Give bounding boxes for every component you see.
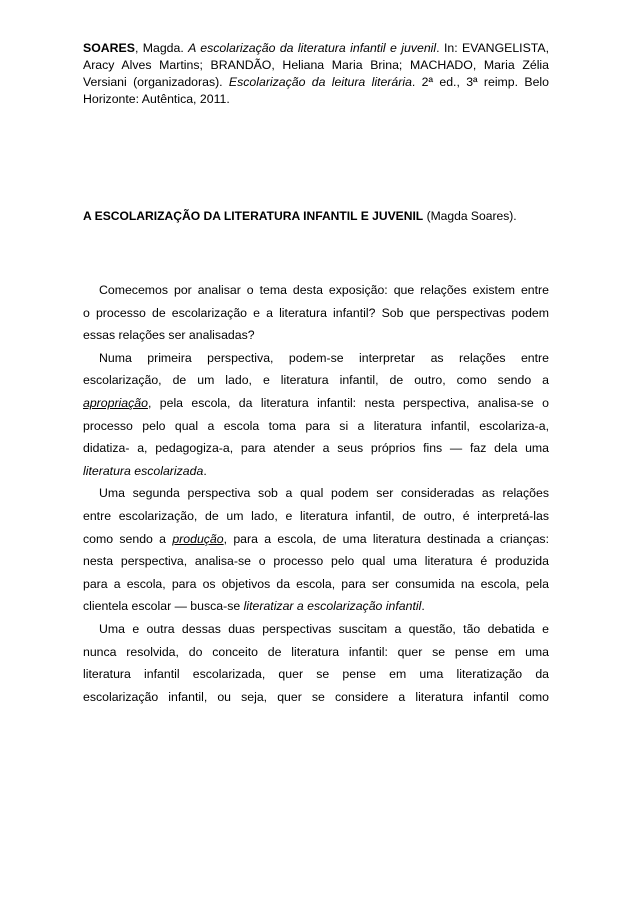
text-line (83, 505, 549, 528)
body-text (83, 279, 549, 708)
author-name: , Magda. (134, 41, 189, 55)
line-text: Numa primeira perspectiva, podem-se interpretar as relações entre (99, 350, 549, 365)
line-text: , pela escola, da literatura infantil: nesta perspectiva, analisa-se o (147, 395, 549, 410)
emphasis-literatura-escolarizada: literatura escolarizada (83, 463, 204, 478)
line-text: Uma segunda perspectiva sob a qual podem ser consideradas as relações (99, 486, 549, 501)
line-text: entre escolarização, de um lado, e literatura infantil, de outro, é interpretá-las (83, 508, 549, 523)
author-surname: SOARES (83, 41, 135, 55)
emphasis-apropriacao: apropriação (83, 395, 148, 410)
line-text: o processo de escolarização e a literatura infantil? Sob que perspectivas podem (83, 305, 549, 320)
text-line (83, 686, 549, 709)
emphasis-producao: produção (172, 531, 224, 546)
emphasis-literatizar: literatizar a escolarização infantil (243, 599, 422, 614)
text-line (83, 369, 549, 392)
citation-editors: . In: EVANGELISTA, Aracy Alves Martins; BRANDÃO, Heliana Maria Brina; MACHADO, Maria Zélia Versiani (organizadoras). (83, 41, 550, 89)
text-line (83, 663, 549, 686)
paragraph-2 (83, 347, 549, 483)
text-line (83, 392, 549, 415)
text-line (83, 550, 549, 573)
line-text: Comecemos por analisar o tema desta exposição: que relações existem entre (99, 283, 549, 297)
text-line (83, 595, 549, 618)
text-line (83, 437, 549, 460)
text-line (83, 302, 549, 325)
heading-author: (Magda Soares). (423, 209, 517, 223)
line-text: processo pelo qual a escola toma para si a literatura infantil, escolariza-a, (83, 418, 549, 433)
line-text: didatiza- a, pedagogiza-a, para atender a seus próprios fins — faz dela uma (83, 441, 549, 456)
heading-title: A ESCOLARIZAÇÃO DA LITERATURA INFANTIL E JUVENIL (83, 209, 424, 223)
text-line (83, 279, 549, 302)
line-text: como sendo a (83, 531, 173, 546)
text-line (83, 641, 549, 664)
chapter-title: A escolarização da literatura infantil e juvenil (188, 41, 437, 55)
line-text: para a escola, para os objetivos da escola, para ser consumida na escola, pela (83, 576, 549, 591)
text-line (83, 573, 549, 596)
paragraph-3 (83, 482, 549, 618)
bibliographic-citation (83, 40, 549, 108)
paragraph-4 (83, 618, 549, 708)
text-line (83, 415, 549, 438)
text-line (83, 618, 549, 641)
line-text: literatura infantil escolarizada, quer se pense em uma literatização da (83, 667, 549, 682)
text-line (83, 482, 549, 505)
book-title: Escolarização da leitura literária (228, 75, 412, 89)
line-text: essas relações ser analisadas? (83, 328, 255, 343)
line-text: nesta perspectiva, analisa-se o processo pelo qual uma literatura é produzida (83, 554, 549, 569)
line-text: escolarização infantil, ou seja, quer se considere a literatura infantil como (83, 689, 549, 704)
paragraph-1 (83, 279, 549, 347)
line-text: Uma e outra dessas duas perspectivas suscitam a questão, tão debatida e (99, 621, 549, 636)
text-line (83, 528, 549, 551)
line-text: . (203, 463, 207, 478)
text-line (83, 347, 549, 370)
line-text: nunca resolvida, do conceito de literatura infantil: quer se pense em uma (83, 644, 549, 659)
line-text: . (421, 599, 425, 614)
line-text: clientela escolar — busca-se (83, 599, 244, 614)
text-line (83, 460, 549, 483)
text-line (83, 324, 549, 347)
line-text: , para a escola, de uma literatura destinada a crianças: (223, 531, 549, 546)
line-text: escolarização, de um lado, e literatura infantil, de outro, como sendo a (83, 373, 549, 388)
section-heading (83, 208, 549, 225)
edition-info: . 2ª ed., 3ª reimp. Belo Horizonte: Autêntica, 2011. (83, 75, 549, 106)
